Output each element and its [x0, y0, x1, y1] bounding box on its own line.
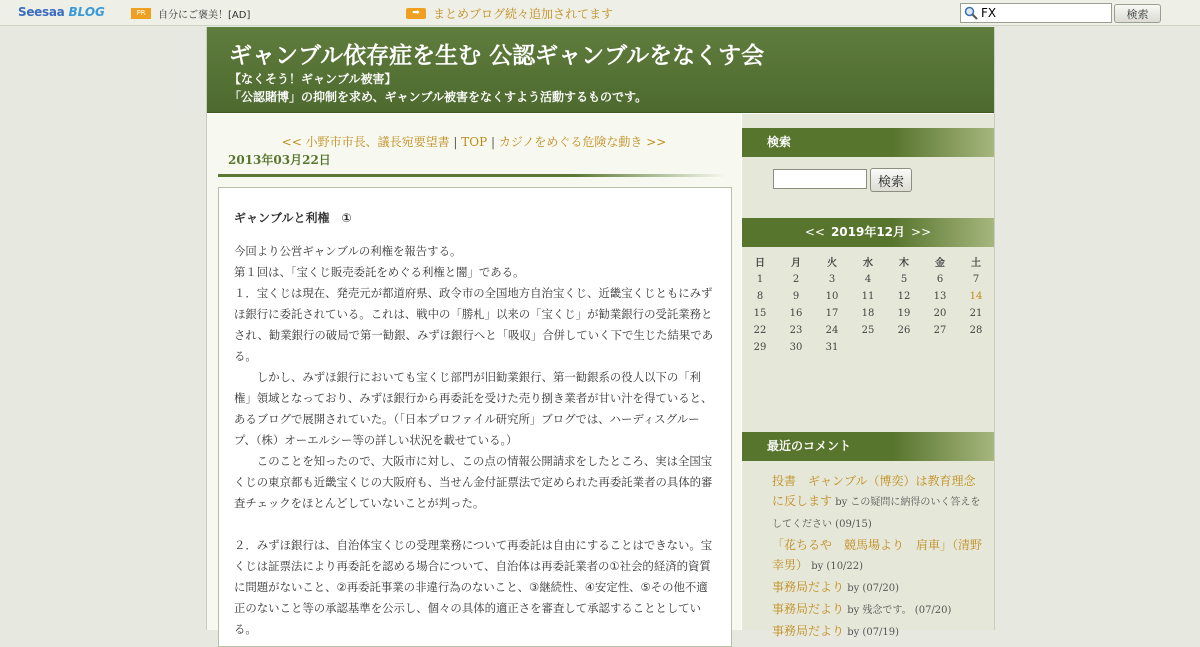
calendar-day: [958, 339, 994, 356]
calendar-header: [742, 218, 994, 247]
calendar-day: 12: [897, 291, 911, 302]
calendar-day: [922, 339, 958, 356]
calendar-day: 11: [861, 291, 875, 302]
calendar-day: 17: [825, 308, 839, 319]
comment-link[interactable]: 投書 ギャンブル（博奕）は教育理念に反します: [772, 474, 976, 508]
calendar-day: 5: [900, 274, 908, 285]
calendar-day: 15: [753, 308, 767, 319]
calendar-day: 24: [825, 325, 839, 336]
divider: [218, 174, 726, 177]
calendar-day: 28: [969, 325, 983, 336]
comment-author: by (07/20): [844, 583, 900, 594]
post-navigation: [207, 133, 741, 150]
sidebar-search-button[interactable]: 検索: [870, 168, 912, 192]
prev-post-link[interactable]: << 小野市市長、議長宛要望書: [281, 135, 450, 149]
calendar-day: 13: [933, 291, 947, 302]
post-title: ギャンブルと利権 ①: [234, 211, 352, 225]
comment-link[interactable]: 事務局だより: [772, 624, 845, 638]
nav-separator: |: [487, 135, 499, 149]
calendar-weekday: 月: [791, 257, 801, 269]
news-link[interactable]: まとめブログ続々追加されてます: [433, 7, 614, 21]
post-paragraph: １．宝くじは現在、発売元が都道府県、政令市の全国地方自治宝くじ、近畿宝くじともにみずほ銀行に委託されている。これは、戦中の「勝札」以来の「宝くじ」が勧業銀行の受託業務とされ、勧業銀行の破局で第一勧銀、みずほ銀行へと「吸収」合併していく下で生じた結果である。: [234, 286, 714, 363]
comment-author: by 残念です。 (07/20): [844, 605, 952, 616]
calendar-prev-link[interactable]: <<: [804, 225, 825, 239]
comment-item: [772, 471, 982, 535]
search-icon: [964, 6, 978, 20]
calendar: [742, 251, 994, 356]
recent-comments-heading: 最近のコメント: [742, 432, 994, 461]
calendar-day[interactable]: 14: [969, 291, 983, 302]
calendar-day: 6: [936, 274, 944, 285]
recent-comments-list: [772, 471, 982, 643]
top-search-button[interactable]: 検索: [1114, 4, 1161, 23]
calendar-day: 29: [753, 342, 767, 353]
calendar-day: [886, 339, 922, 356]
calendar-day: 19: [897, 308, 911, 319]
calendar-weekday: 土: [971, 257, 981, 269]
calendar-day: [850, 339, 886, 356]
comment-item: [772, 535, 982, 577]
comment-link[interactable]: 「花ちるや 競馬場より 肩車」（清野幸男）: [772, 538, 983, 572]
comment-link[interactable]: 事務局だより: [772, 602, 845, 616]
post-body: [234, 241, 716, 640]
nav-separator: |: [449, 135, 462, 149]
post-paragraph: 第１回は、「宝くじ販売委託をめぐる利権と闇」である。: [234, 265, 525, 279]
calendar-day: 2: [792, 274, 800, 285]
blog-title[interactable]: ギャンブル依存症を生む 公認ギャンブルをなくす会: [229, 43, 765, 69]
seesaa-blog-logo[interactable]: [18, 5, 105, 21]
post-article: [218, 187, 732, 647]
pr-badge: PR: [131, 8, 151, 19]
top-search-input[interactable]: [981, 5, 1109, 21]
sidebar-search-input[interactable]: [773, 169, 867, 189]
calendar-day: 9: [792, 291, 800, 302]
top-bar: [0, 0, 1200, 26]
comment-item: [772, 621, 982, 643]
blog-subtitle: 【なくそう！ギャンブル被害】: [229, 72, 397, 86]
calendar-day: 3: [828, 274, 836, 285]
calendar-day: 8: [756, 291, 764, 302]
calendar-weekday: 金: [935, 257, 945, 269]
calendar-day: 16: [789, 308, 803, 319]
calendar-day: 20: [933, 308, 947, 319]
calendar-day: 1: [756, 274, 764, 285]
calendar-day: 23: [789, 325, 803, 336]
logo-text: Seesaa: [18, 5, 65, 19]
calendar-weekday: 木: [899, 257, 909, 269]
logo-blog-text: BLOG: [68, 5, 105, 19]
calendar-day: 31: [825, 342, 839, 353]
comment-item: [772, 577, 982, 599]
calendar-weekday: 日: [755, 257, 765, 269]
calendar-day: 25: [861, 325, 875, 336]
calendar-weekday: 水: [863, 257, 873, 269]
calendar-title: 2019年12月: [830, 225, 906, 239]
post-paragraph: しかし、みずほ銀行においても宝くじ部門が旧勧業銀行、第一勧銀系の役人以下の「利権」領域となっており、みずほ銀行から再委託を受けた売り捌き業者が甘い汁を得ていると、あるブログで展開されていた。（「日本プロファイル研究所」ブログでは、ハーディスグループ、（株）オーエルシー等の詳しい状況を載せている。）: [234, 370, 713, 447]
page-wrapper: [206, 27, 995, 638]
post-paragraph: ２．みずほ銀行は、自治体宝くじの受理業務について再委託は自由にすることはできない。宝くじは証票法により再委託を認める場合について、自治体は再委託業者の①社会的経済的資質に問題がないこと、②再委託事業の非違行為のないこと、③継続性、④安定性、⑤その他不適正のないこと等の承認基準を公示し、個々の具体的適正さを審査して承認することとしている。: [234, 538, 713, 636]
search-heading: 検索: [742, 128, 994, 157]
comment-author: by (07/19): [844, 627, 900, 638]
sidebar: [742, 114, 994, 638]
calendar-day: 18: [861, 308, 875, 319]
post-paragraph: 今回より公営ギャンブルの利権を報告する。: [234, 244, 462, 258]
calendar-day: 30: [789, 342, 803, 353]
calendar-next-link[interactable]: >>: [911, 225, 932, 239]
next-post-link[interactable]: カジノをめぐる危険な動き >>: [498, 135, 667, 149]
calendar-weekday: 火: [827, 257, 837, 269]
comment-author: by この疑問に納得のいく答えをしてください (09/15): [772, 497, 981, 530]
arrow-right-icon: ➡: [406, 8, 426, 19]
comment-author: by (10/22): [808, 561, 864, 572]
main-content: [207, 114, 741, 636]
blog-description: 「公認賭博」の抑制を求め、ギャンブル被害をなくすよう活動するものです。: [229, 90, 648, 104]
blog-header: [207, 27, 994, 113]
comment-link[interactable]: 事務局だより: [772, 580, 845, 594]
comment-item: [772, 599, 982, 621]
calendar-day: 10: [825, 291, 839, 302]
calendar-day: 7: [972, 274, 980, 285]
calendar-day: 21: [969, 308, 983, 319]
calendar-day: 27: [933, 325, 947, 336]
top-search-box: [960, 3, 1112, 23]
top-link[interactable]: TOP: [461, 135, 488, 149]
ad-link[interactable]: 自分にご褒美！[AD]: [158, 10, 251, 21]
calendar-day: 22: [753, 325, 767, 336]
calendar-day: 4: [864, 274, 872, 285]
calendar-day: 26: [897, 325, 911, 336]
post-paragraph: このことを知ったので、大阪市に対し、この点の情報公開請求をしたところ、実は全国宝くじの東京都も近畿宝くじの大阪府も、当せん金付証票法で定められた再委託業者の具体的審査チェックをほとんどしていないことが判った。: [234, 454, 713, 510]
post-date: 2013年03月22日: [228, 153, 331, 167]
